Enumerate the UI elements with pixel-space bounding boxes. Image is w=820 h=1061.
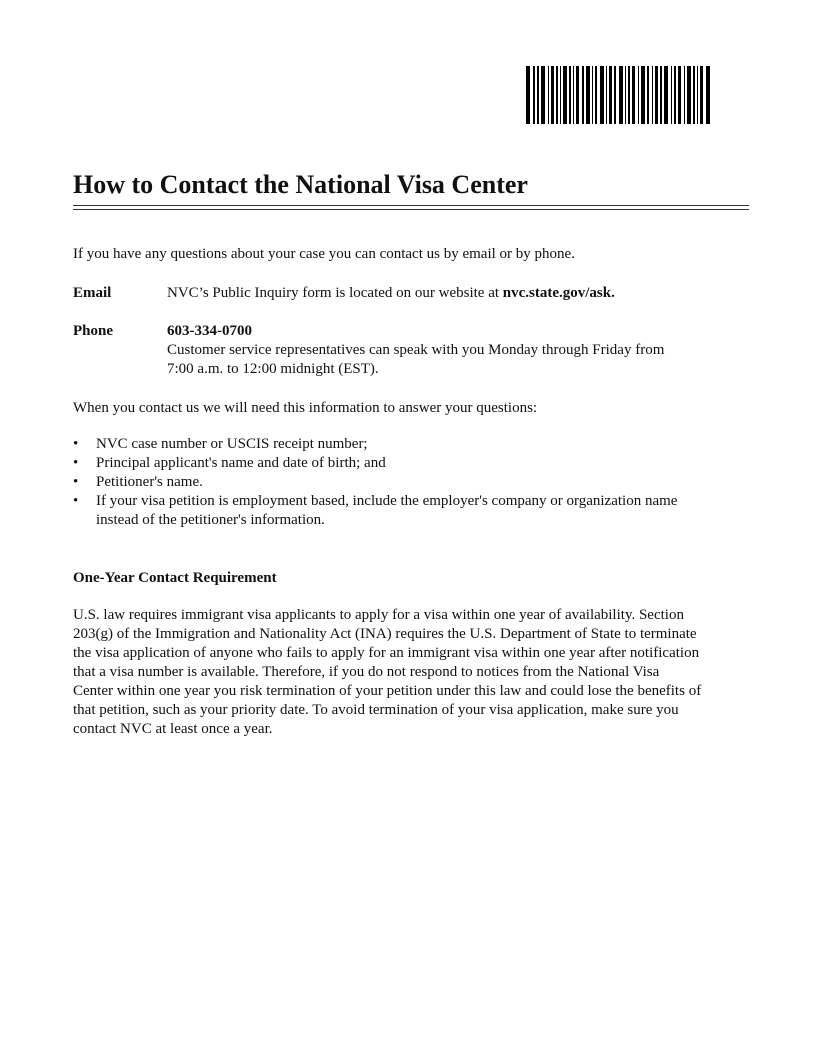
section-heading: One-Year Contact Requirement bbox=[73, 570, 277, 586]
paragraph-line: 203(g) of the Immigration and Nationality Act (INA) requires the U.S. Department of State to terminate bbox=[73, 626, 697, 642]
bullet-icon: • bbox=[73, 436, 79, 452]
paragraph-line: that petition, such as your priority date. To avoid termination of your visa application, make sure you bbox=[73, 702, 679, 718]
list-item-text-continued: instead of the petitioner's information. bbox=[96, 512, 325, 528]
list-item bbox=[73, 492, 677, 530]
email-link[interactable]: nvc.state.gov/ask. bbox=[502, 285, 615, 301]
paragraph-line: the visa application of anyone who fails to apply for an immigrant visa within one year after notification bbox=[73, 645, 700, 661]
page-title: How to Contact the National Visa Center bbox=[73, 170, 528, 199]
list-item-text: If your visa petition is employment based, include the employer's company or organization name bbox=[96, 493, 678, 509]
phone-hours-line-1: Customer service representatives can speak with you Monday through Friday from bbox=[167, 342, 665, 358]
bullet-icon: • bbox=[73, 493, 79, 509]
paragraph-line: contact NVC at least once a year. bbox=[73, 721, 273, 737]
title-double-rule bbox=[73, 200, 749, 216]
list-item bbox=[73, 435, 677, 454]
bullet-icon: • bbox=[73, 455, 79, 471]
phone-number: 603-334-0700 bbox=[167, 323, 252, 339]
requirement-paragraph bbox=[73, 606, 753, 739]
list-item bbox=[73, 473, 677, 492]
email-label: Email bbox=[73, 285, 112, 301]
barcode-image bbox=[526, 66, 710, 124]
intro-text: If you have any questions about your case you can contact us by email or by phone. bbox=[73, 246, 575, 262]
email-value bbox=[167, 284, 615, 303]
paragraph-line: that a visa number is available. Therefore, if you do not respond to notices from the National Visa bbox=[73, 664, 660, 680]
email-text: NVC’s Public Inquiry form is located on our website at bbox=[167, 285, 503, 301]
list-item bbox=[73, 454, 677, 473]
bullet-icon: • bbox=[73, 474, 79, 490]
paragraph-line: U.S. law requires immigrant visa applicants to apply for a visa within one year of availability. Section bbox=[73, 607, 684, 623]
info-intro: When you contact us we will need this information to answer your questions: bbox=[73, 400, 538, 416]
phone-hours-line-2: 7:00 a.m. to 12:00 midnight (EST). bbox=[167, 361, 379, 377]
list-item-text: NVC case number or USCIS receipt number; bbox=[96, 436, 368, 452]
list-item-text: Principal applicant's name and date of birth; and bbox=[96, 455, 386, 471]
list-item-text: Petitioner's name. bbox=[96, 474, 203, 490]
phone-label: Phone bbox=[73, 323, 114, 339]
info-list bbox=[73, 435, 677, 530]
paragraph-line: Center within one year you risk termination of your petition under this law and could lose the benefits of bbox=[73, 683, 702, 699]
